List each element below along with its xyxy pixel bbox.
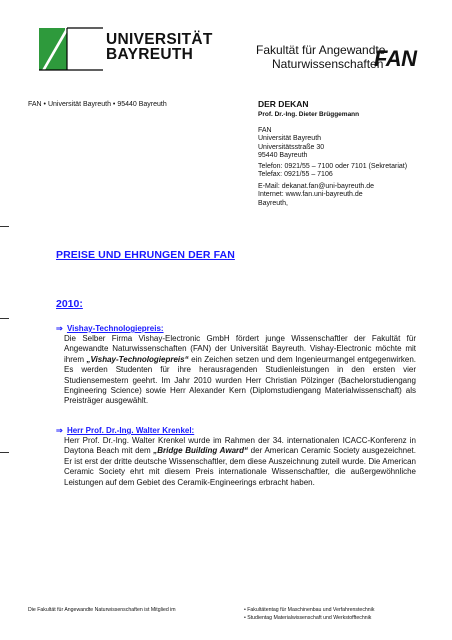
page-title: PREISE UND EHRUNGEN DER FAN — [56, 249, 235, 261]
award-text-vishay: Die Selber Firma Vishay-Electronic GmbH fördert junge Wissenschaftler der Fakultät für Angewandte Naturwissenschaften (FAN) der Universität Bayreuth. Vishay-Electronic möchte mit ihrem „Vishay-Technologiepreis“ ein Zeichen setzen und dem Ingenieurmangel entgegenwirken. Es werden Studenten für ihre herausragenden Studienleistungen in den ersten vier Studiensemestern geehrt. Im Jahr 2010 wurden Herr Christian Pölzinger (Bachelorstudiengang Engineering Science) sowie Herr Alexander Kern (Diplomstudiengang Materialwissenschaft) als Preisträger ausgewählt. — [64, 334, 416, 406]
university-name: UNIVERSITÄT BAYREUTH — [106, 31, 213, 63]
dekan-title: DER DEKAN — [258, 99, 309, 109]
dekan-online: E-Mail: dekanat.fan@uni-bayreuth.de Internet: www.fan.uni-bayreuth.de Bayreuth, — [258, 183, 375, 207]
email-link[interactable]: E-Mail: dekanat.fan@uni-bayreuth.de — [258, 183, 375, 190]
footer-memberships-list: • Fakultätentag für Maschinenbau und Verfahrenstechnik • Studientag Materialwissenschaft und Werkstofftechnik — [244, 607, 375, 621]
award-heading-krenkel: ⇒ Herr Prof. Dr.-Ing. Walter Krenkel: — [56, 426, 195, 435]
dekan-address: FAN Universität Bayreuth Universitätsstraße 30 95440 Bayreuth — [258, 127, 325, 159]
arrow-right-icon: ⇒ — [56, 426, 63, 435]
faculty-name: Fakultät für Angewandte Naturwissenschaften — [256, 43, 386, 71]
fold-mark — [0, 452, 9, 453]
punch-mark — [0, 318, 9, 319]
fold-mark — [0, 226, 9, 227]
dekan-name: Prof. Dr.-Ing. Dieter Brüggemann — [258, 111, 360, 118]
award-heading-vishay: ⇒ Vishay-Technologiepreis: — [56, 324, 164, 333]
sender-line: FAN • Universität Bayreuth • 95440 Bayreuth — [28, 101, 167, 108]
website-link[interactable]: Internet: www.fan.uni-bayreuth.de — [258, 191, 363, 199]
footer-membership: Die Fakultät für Angewandte Naturwissenschaften ist Mitglied im — [28, 607, 176, 613]
dekan-contact: Telefon: 0921/55 – 7100 oder 7101 (Sekretariat) Telefax: 0921/55 – 7106 — [258, 163, 408, 179]
award-text-krenkel: Herr Prof. Dr.-Ing. Walter Krenkel wurde im Rahmen der 34. internationalen ICACC-Konferenz in Daytona Beach mit dem „Bridge Building Award“ der American Ceramic Society ausgezeichnet. Er ist erst der dritte deutsche Wissenschaftler, dem diese Auszeichnung zuteil wurde. Die American Ceramic Society ehrt mit diesem Preis internationale Wissenschaftler, die außergewöhnliche Leistungen auf dem Gebiet des Ceramik-Engineerings erbracht haben. — [64, 436, 416, 487]
arrow-right-icon: ⇒ — [56, 324, 63, 333]
year-heading: 2010: — [56, 298, 83, 310]
fan-logo: FAN — [374, 46, 417, 71]
